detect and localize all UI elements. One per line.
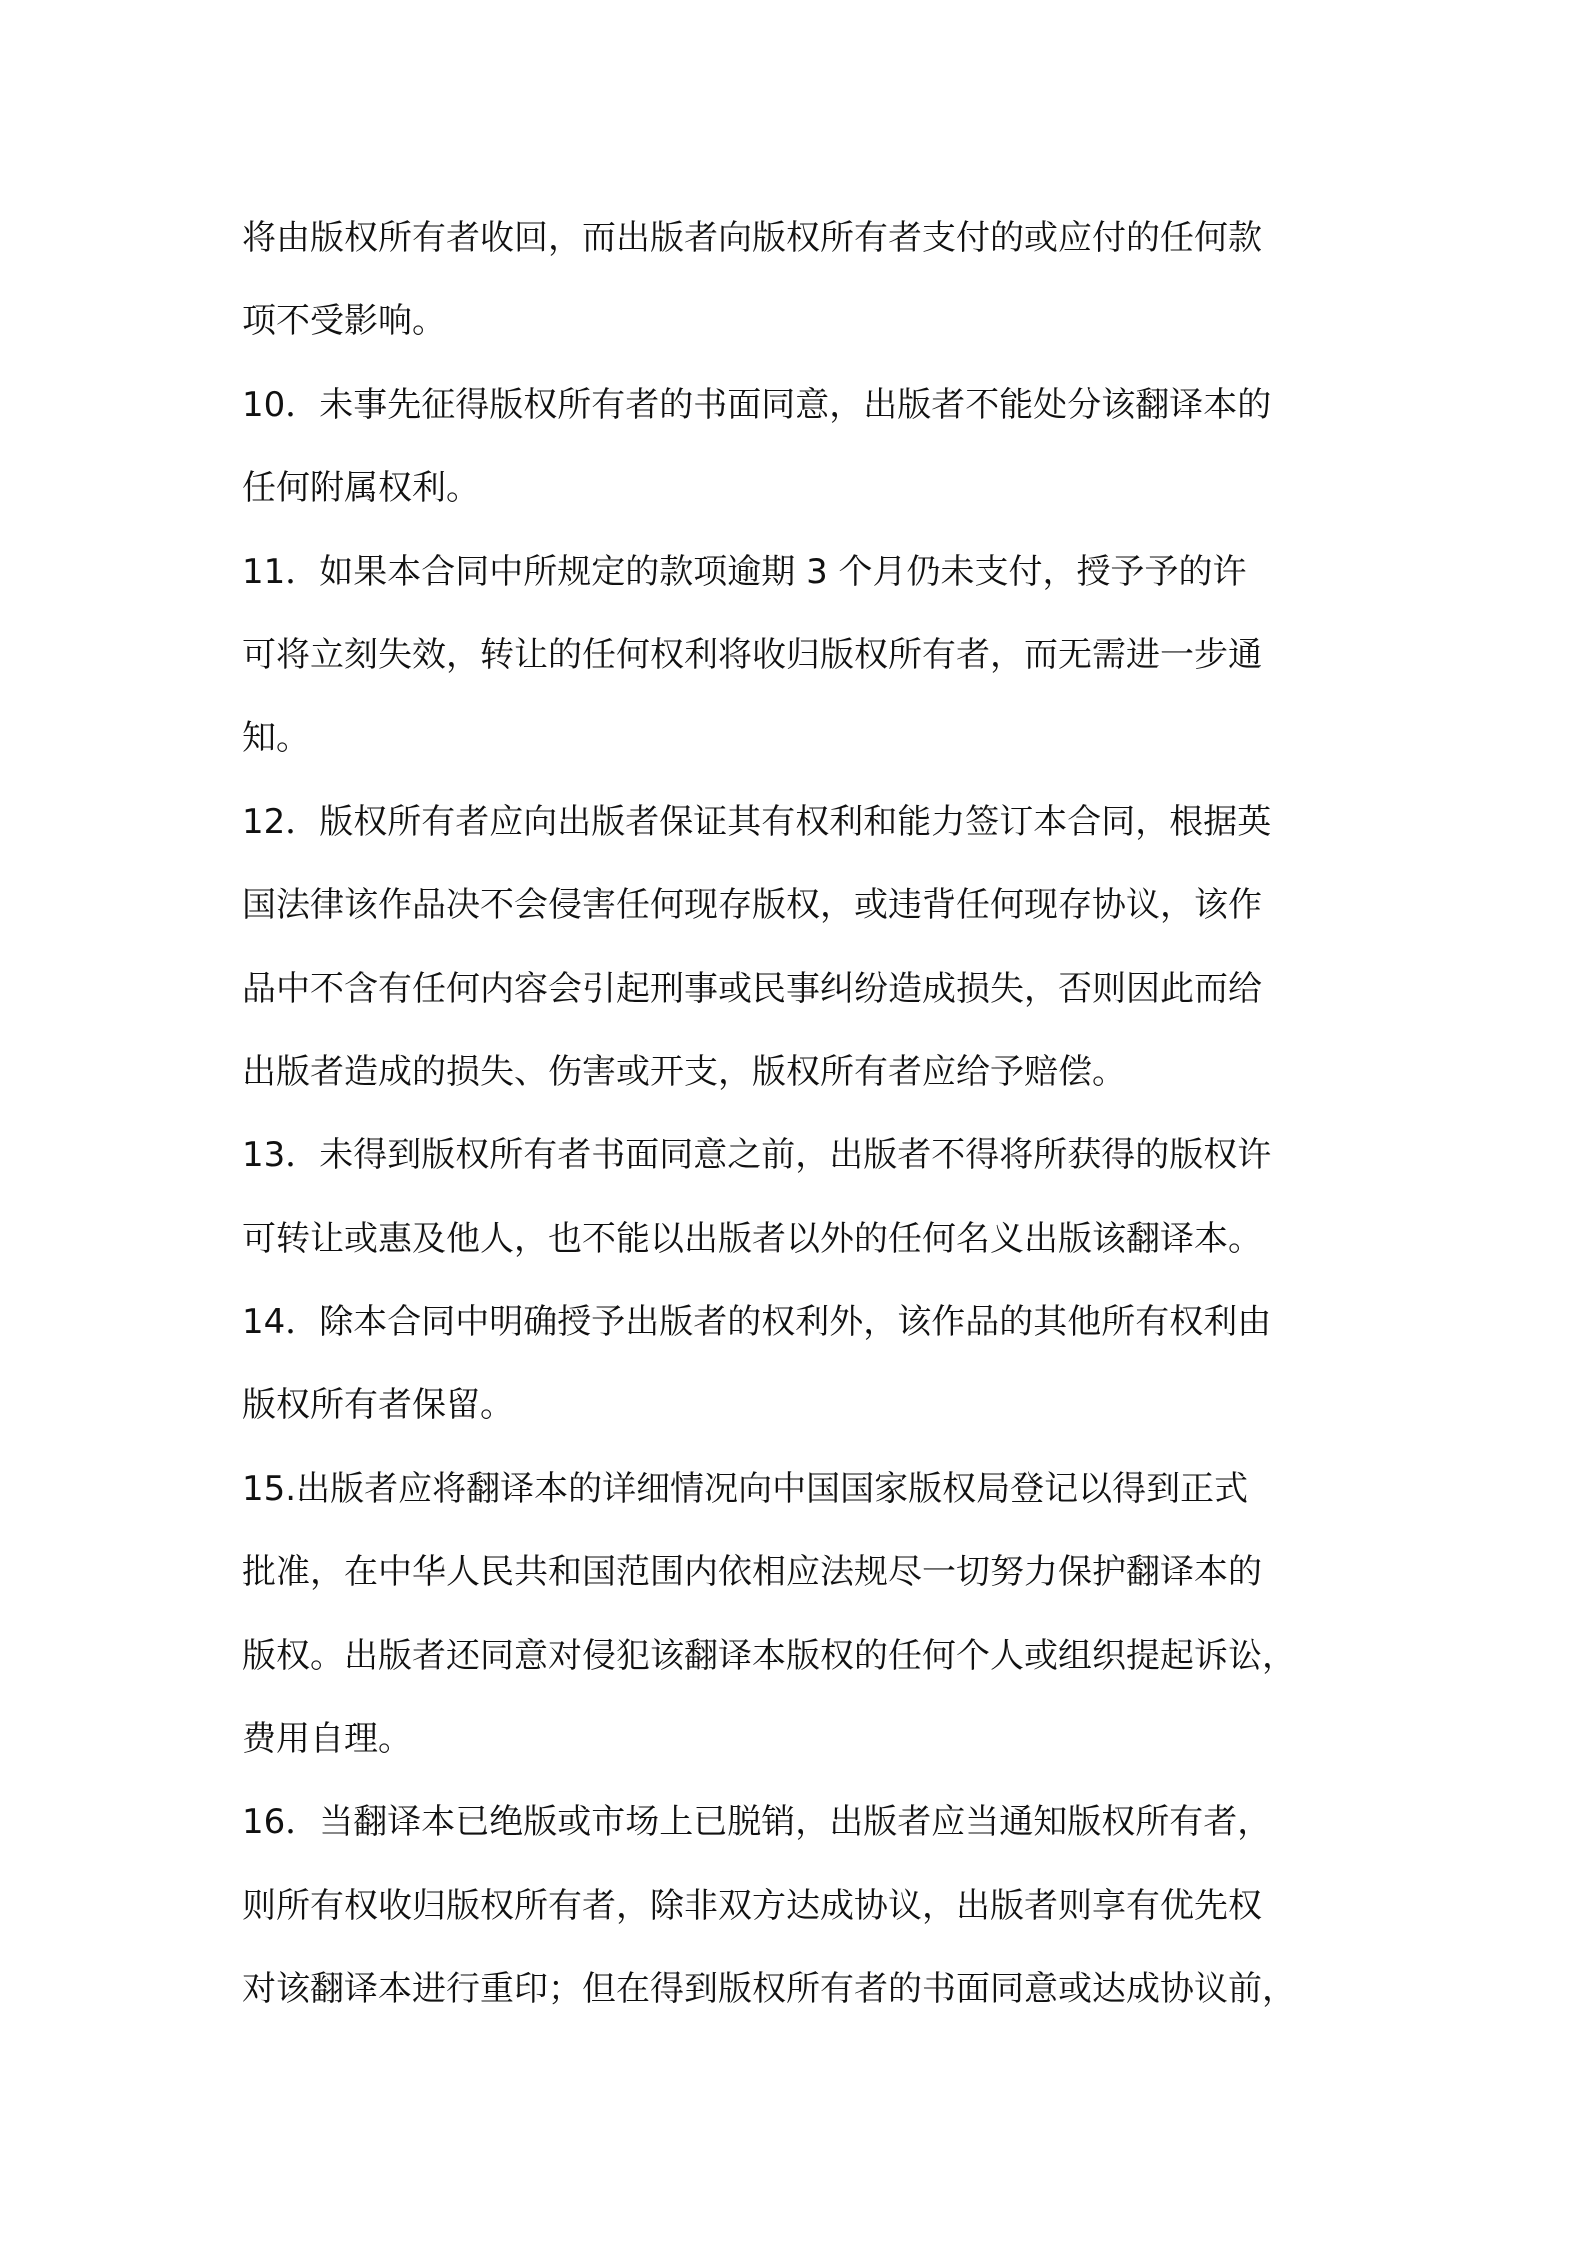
document-body xyxy=(242,197,1382,2032)
text-line: 版权。出版者还同意对侵犯该翻译本版权的任何个人或组织提起诉讼， xyxy=(242,1635,1296,1676)
text-line: 15.出版者应将翻译本的详细情况向中国国家版权局登记以得到正式 xyxy=(242,1468,1249,1509)
text-line: 13．未得到版权所有者书面同意之前，出版者不得将所获得的版权许 xyxy=(242,1135,1272,1176)
text-line: 12．版权所有者应向出版者保证其有权利和能力签订本合同，根据英 xyxy=(242,801,1272,842)
clause-15 xyxy=(242,1448,1382,1782)
clause-10 xyxy=(242,364,1382,531)
text-line: 对该翻译本进行重印；但在得到版权所有者的书面同意或达成协议前， xyxy=(242,1969,1296,2010)
text-line: 知。 xyxy=(242,718,310,759)
text-line: 16．当翻译本已绝版或市场上已脱销，出版者应当通知版权所有者， xyxy=(242,1802,1272,1843)
clause-11 xyxy=(242,531,1382,781)
text-line: 品中不含有任何内容会引起刑事或民事纠纷造成损失，否则因此而给 xyxy=(242,968,1262,1009)
text-line: 10．未事先征得版权所有者的书面同意，出版者不能处分该翻译本的 xyxy=(242,384,1272,425)
text-line: 批准，在中华人民共和国范围内依相应法规尽一切努力保护翻译本的 xyxy=(242,1552,1262,1593)
text-line: 版权所有者保留。 xyxy=(242,1385,514,1426)
text-line: 将由版权所有者收回，而出版者向版权所有者支付的或应付的任何款 xyxy=(242,218,1262,258)
text-line: 出版者造成的损失、伤害或开支，版权所有者应给予赔偿。 xyxy=(242,1051,1126,1092)
clause-14 xyxy=(242,1281,1382,1448)
text-line: 费用自理。 xyxy=(242,1719,412,1760)
text-line: 14．除本合同中明确授予出版者的权利外，该作品的其他所有权利由 xyxy=(242,1302,1272,1343)
text-line: 则所有权收归版权所有者，除非双方达成协议，出版者则享有优先权 xyxy=(242,1885,1262,1926)
clause-continuation xyxy=(242,197,1382,364)
text-line: 可将立刻失效，转让的任何权利将收归版权所有者，而无需进一步通 xyxy=(242,634,1262,675)
clause-12 xyxy=(242,781,1382,1115)
text-line: 可转让或惠及他人，也不能以出版者以外的任何名义出版该翻译本。 xyxy=(242,1218,1262,1259)
text-line: 任何附属权利。 xyxy=(242,468,480,509)
text-line: 项不受影响。 xyxy=(242,301,446,342)
text-line: 11．如果本合同中所规定的款项逾期 3 个月仍未支付，授予予的许 xyxy=(242,551,1247,592)
clause-13 xyxy=(242,1114,1382,1281)
clause-16 xyxy=(242,1781,1382,2031)
text-line: 国法律该作品决不会侵害任何现存版权，或违背任何现存协议，该作 xyxy=(242,885,1262,926)
